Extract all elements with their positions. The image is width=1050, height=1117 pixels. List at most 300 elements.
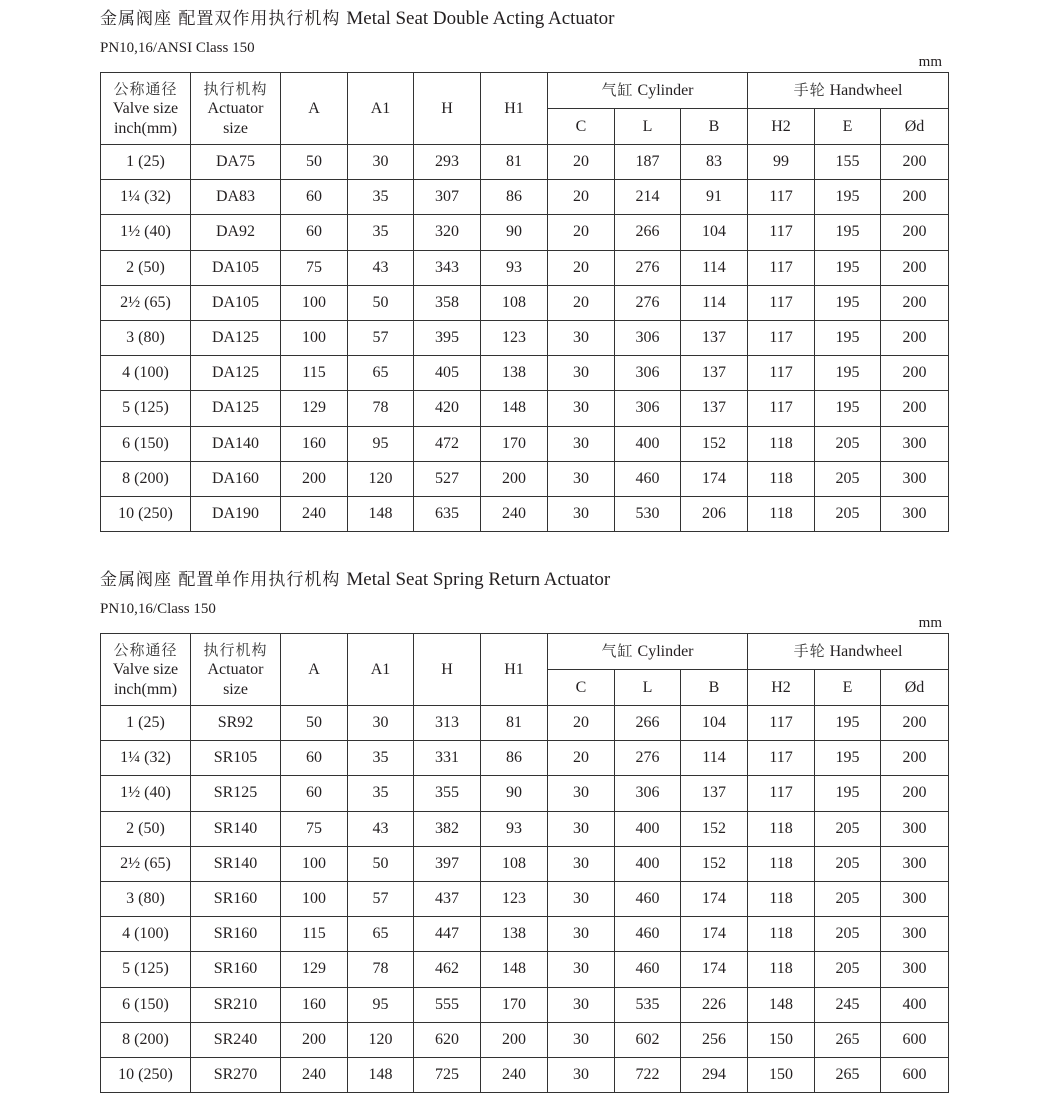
cell-a: 129 [281, 952, 348, 987]
cell-a1: 95 [348, 987, 414, 1022]
header-h2: H2 [748, 109, 815, 145]
cell-l: 460 [615, 881, 681, 916]
cell-h1: 148 [481, 391, 548, 426]
cell-valve-size: 1¼ (32) [101, 741, 191, 776]
header-valve-size-en: Valve size [112, 660, 179, 678]
cell-od: 300 [881, 881, 949, 916]
table-row [101, 741, 949, 776]
cell-valve-size: 6 (150) [101, 426, 191, 461]
header-actuator-en2: size [223, 680, 248, 698]
cell-h2: 117 [748, 706, 815, 741]
header-cylinder-cn: 气缸 [601, 642, 634, 660]
table-body [101, 706, 949, 1093]
cell-c: 20 [548, 285, 615, 320]
header-h1: H1 [481, 73, 548, 145]
cell-b: 206 [681, 496, 748, 531]
cell-valve-size: 3 (80) [101, 881, 191, 916]
cell-b: 174 [681, 952, 748, 987]
cell-a1: 78 [348, 391, 414, 426]
header-od: Ød [881, 670, 949, 706]
header-l: L [615, 670, 681, 706]
cell-valve-size: 4 (100) [101, 917, 191, 952]
cell-valve-size: 10 (250) [101, 1057, 191, 1092]
cell-valve-size: 5 (125) [101, 391, 191, 426]
cell-h1: 90 [481, 215, 548, 250]
cell-actuator-size: SR140 [191, 846, 281, 881]
cell-a: 75 [281, 250, 348, 285]
header-a: A [281, 73, 348, 145]
cell-a: 115 [281, 356, 348, 391]
cell-valve-size: 2 (50) [101, 811, 191, 846]
cell-od: 200 [881, 215, 949, 250]
cell-b: 152 [681, 426, 748, 461]
cell-h2: 118 [748, 811, 815, 846]
cell-b: 137 [681, 320, 748, 355]
cell-valve-size: 2½ (65) [101, 285, 191, 320]
cell-od: 200 [881, 145, 949, 180]
cell-a: 100 [281, 285, 348, 320]
header-a: A [281, 634, 348, 706]
table-row [101, 250, 949, 285]
cell-a: 60 [281, 776, 348, 811]
cell-c: 30 [548, 952, 615, 987]
cell-c: 20 [548, 215, 615, 250]
cell-od: 300 [881, 461, 949, 496]
cell-h: 405 [414, 356, 481, 391]
cell-valve-size: 8 (200) [101, 1022, 191, 1057]
cell-h2: 117 [748, 776, 815, 811]
cell-b: 226 [681, 987, 748, 1022]
cell-h1: 86 [481, 180, 548, 215]
section-title-cn: 金属阀座 配置双作用执行机构 [100, 9, 341, 29]
table-row [101, 145, 949, 180]
cell-h: 420 [414, 391, 481, 426]
cell-actuator-size: DA125 [191, 320, 281, 355]
cell-a: 100 [281, 320, 348, 355]
section-title [100, 6, 948, 34]
cell-e: 195 [815, 706, 881, 741]
cell-actuator-size: DA125 [191, 356, 281, 391]
table-row [101, 391, 949, 426]
cell-e: 195 [815, 776, 881, 811]
header-valve-size-unit: inch(mm) [113, 680, 178, 698]
cell-h1: 123 [481, 320, 548, 355]
header-actuator-size [191, 634, 281, 706]
cell-e: 245 [815, 987, 881, 1022]
table-body [101, 145, 949, 532]
cell-c: 30 [548, 846, 615, 881]
cell-l: 460 [615, 461, 681, 496]
cell-l: 460 [615, 952, 681, 987]
cell-od: 200 [881, 391, 949, 426]
section-title-cn: 金属阀座 配置单作用执行机构 [100, 570, 341, 590]
cell-l: 306 [615, 356, 681, 391]
cell-h2: 117 [748, 391, 815, 426]
cell-od: 400 [881, 987, 949, 1022]
cell-od: 200 [881, 741, 949, 776]
cell-h: 293 [414, 145, 481, 180]
unit-label: mm [918, 615, 942, 631]
cell-a: 60 [281, 215, 348, 250]
cell-h1: 86 [481, 741, 548, 776]
dimension-table [100, 633, 949, 1093]
header-b: B [681, 109, 748, 145]
cell-od: 300 [881, 917, 949, 952]
header-od: Ød [881, 109, 949, 145]
cell-h: 331 [414, 741, 481, 776]
cell-a: 60 [281, 180, 348, 215]
cell-h2: 118 [748, 496, 815, 531]
cell-a: 160 [281, 426, 348, 461]
table-row [101, 987, 949, 1022]
header-valve-size-cn: 公称通径 [113, 79, 178, 98]
cell-l: 535 [615, 987, 681, 1022]
cell-valve-size: 6 (150) [101, 987, 191, 1022]
cell-h: 313 [414, 706, 481, 741]
header-a1: A1 [348, 73, 414, 145]
cell-h2: 118 [748, 917, 815, 952]
cell-h1: 170 [481, 426, 548, 461]
table-row [101, 1057, 949, 1092]
cell-b: 174 [681, 881, 748, 916]
cell-h1: 170 [481, 987, 548, 1022]
cell-b: 152 [681, 846, 748, 881]
cell-h: 462 [414, 952, 481, 987]
cell-h1: 81 [481, 145, 548, 180]
cell-h: 555 [414, 987, 481, 1022]
cell-od: 300 [881, 811, 949, 846]
cell-actuator-size: SR105 [191, 741, 281, 776]
header-h: H [414, 73, 481, 145]
cell-e: 205 [815, 881, 881, 916]
cell-l: 276 [615, 250, 681, 285]
cell-b: 104 [681, 215, 748, 250]
cell-h2: 118 [748, 426, 815, 461]
cell-e: 195 [815, 320, 881, 355]
table-row [101, 917, 949, 952]
cell-valve-size: 1¼ (32) [101, 180, 191, 215]
cell-h1: 108 [481, 285, 548, 320]
header-l: L [615, 109, 681, 145]
cell-b: 114 [681, 285, 748, 320]
cell-e: 195 [815, 741, 881, 776]
cell-valve-size: 8 (200) [101, 461, 191, 496]
cell-h: 472 [414, 426, 481, 461]
section-title-en: Metal Seat Double Acting Actuator [346, 8, 615, 29]
cell-h: 527 [414, 461, 481, 496]
cell-c: 30 [548, 1022, 615, 1057]
header-cylinder-cn: 气缸 [601, 81, 634, 99]
cell-actuator-size: DA92 [191, 215, 281, 250]
cell-l: 602 [615, 1022, 681, 1057]
header-e: E [815, 109, 881, 145]
cell-h1: 108 [481, 846, 548, 881]
cell-h: 397 [414, 846, 481, 881]
section-title [100, 567, 948, 595]
cell-h2: 118 [748, 881, 815, 916]
cell-c: 30 [548, 881, 615, 916]
cell-a: 50 [281, 706, 348, 741]
header-handwheel-group [748, 634, 949, 670]
cell-actuator-size: SR270 [191, 1057, 281, 1092]
cell-l: 276 [615, 285, 681, 320]
cell-od: 300 [881, 846, 949, 881]
cell-h: 343 [414, 250, 481, 285]
cell-actuator-size: SR160 [191, 881, 281, 916]
cell-e: 195 [815, 285, 881, 320]
cell-b: 174 [681, 461, 748, 496]
pressure-standard: PN10,16/ANSI Class 150 [100, 40, 255, 56]
header-actuator-cn: 执行机构 [203, 79, 268, 98]
cell-c: 30 [548, 426, 615, 461]
cell-actuator-size: SR160 [191, 917, 281, 952]
cell-l: 276 [615, 741, 681, 776]
cell-actuator-size: DA83 [191, 180, 281, 215]
cell-a1: 78 [348, 952, 414, 987]
header-h: H [414, 634, 481, 706]
cell-e: 205 [815, 846, 881, 881]
cell-h: 382 [414, 811, 481, 846]
cell-l: 722 [615, 1057, 681, 1092]
cell-b: 152 [681, 811, 748, 846]
cell-h1: 93 [481, 250, 548, 285]
dimension-table [100, 72, 949, 532]
cell-a1: 30 [348, 145, 414, 180]
cell-h1: 93 [481, 811, 548, 846]
cell-e: 195 [815, 180, 881, 215]
cell-e: 205 [815, 811, 881, 846]
cell-a1: 148 [348, 496, 414, 531]
table-row [101, 426, 949, 461]
header-handwheel-en: Handwheel [829, 643, 903, 660]
cell-a1: 35 [348, 215, 414, 250]
cell-h1: 123 [481, 881, 548, 916]
cell-e: 155 [815, 145, 881, 180]
section-spring-return [100, 567, 948, 1093]
cell-actuator-size: DA105 [191, 285, 281, 320]
cell-h2: 118 [748, 461, 815, 496]
cell-h1: 90 [481, 776, 548, 811]
cell-c: 30 [548, 987, 615, 1022]
cell-b: 104 [681, 706, 748, 741]
cell-od: 300 [881, 952, 949, 987]
cell-e: 265 [815, 1057, 881, 1092]
cell-l: 306 [615, 776, 681, 811]
cell-l: 530 [615, 496, 681, 531]
header-actuator-cn: 执行机构 [203, 640, 268, 659]
cell-h2: 150 [748, 1022, 815, 1057]
header-handwheel-group [748, 73, 949, 109]
cell-l: 460 [615, 917, 681, 952]
header-handwheel-cn: 手轮 [793, 81, 826, 99]
table-row [101, 706, 949, 741]
cell-b: 137 [681, 356, 748, 391]
cell-actuator-size: SR240 [191, 1022, 281, 1057]
header-valve-size-en: Valve size [112, 99, 179, 117]
cell-h2: 117 [748, 356, 815, 391]
cell-c: 20 [548, 706, 615, 741]
cell-e: 195 [815, 250, 881, 285]
section-double-acting [100, 6, 948, 532]
cell-c: 20 [548, 250, 615, 285]
cell-actuator-size: SR210 [191, 987, 281, 1022]
cell-b: 114 [681, 741, 748, 776]
cell-b: 114 [681, 250, 748, 285]
unit-label: mm [918, 54, 942, 70]
table-row [101, 180, 949, 215]
cell-actuator-size: DA75 [191, 145, 281, 180]
cell-c: 30 [548, 776, 615, 811]
cell-h1: 138 [481, 917, 548, 952]
cell-a: 100 [281, 881, 348, 916]
header-cylinder-en: Cylinder [637, 82, 694, 99]
header-valve-size-unit: inch(mm) [113, 119, 178, 137]
cell-actuator-size: DA160 [191, 461, 281, 496]
cell-h: 307 [414, 180, 481, 215]
cell-h: 725 [414, 1057, 481, 1092]
table-row [101, 881, 949, 916]
header-c: C [548, 109, 615, 145]
cell-h: 320 [414, 215, 481, 250]
cell-a: 75 [281, 811, 348, 846]
cell-c: 20 [548, 145, 615, 180]
cell-b: 137 [681, 391, 748, 426]
cell-a1: 35 [348, 776, 414, 811]
cell-actuator-size: DA105 [191, 250, 281, 285]
cell-valve-size: 2½ (65) [101, 846, 191, 881]
cell-od: 200 [881, 356, 949, 391]
cell-h: 620 [414, 1022, 481, 1057]
cell-valve-size: 1 (25) [101, 706, 191, 741]
cell-h1: 138 [481, 356, 548, 391]
cell-b: 137 [681, 776, 748, 811]
cell-l: 214 [615, 180, 681, 215]
cell-l: 266 [615, 215, 681, 250]
cell-a: 240 [281, 1057, 348, 1092]
cell-e: 205 [815, 496, 881, 531]
header-valve-size [101, 634, 191, 706]
cell-h: 358 [414, 285, 481, 320]
cell-valve-size: 3 (80) [101, 320, 191, 355]
cell-h: 395 [414, 320, 481, 355]
cell-a: 160 [281, 987, 348, 1022]
cell-e: 205 [815, 952, 881, 987]
cell-od: 300 [881, 496, 949, 531]
header-actuator-en: Actuator [207, 660, 264, 678]
cell-a1: 35 [348, 180, 414, 215]
header-h2: H2 [748, 670, 815, 706]
cell-h2: 148 [748, 987, 815, 1022]
cell-a1: 43 [348, 811, 414, 846]
cell-od: 200 [881, 320, 949, 355]
table-row [101, 285, 949, 320]
pressure-standard: PN10,16/Class 150 [100, 601, 216, 617]
cell-e: 205 [815, 426, 881, 461]
cell-a: 50 [281, 145, 348, 180]
cell-b: 174 [681, 917, 748, 952]
cell-h1: 81 [481, 706, 548, 741]
header-actuator-size [191, 73, 281, 145]
header-actuator-en: Actuator [207, 99, 264, 117]
cell-od: 200 [881, 706, 949, 741]
cell-h: 437 [414, 881, 481, 916]
cell-actuator-size: SR160 [191, 952, 281, 987]
cell-b: 294 [681, 1057, 748, 1092]
cell-c: 30 [548, 811, 615, 846]
table-row [101, 215, 949, 250]
cell-a: 200 [281, 461, 348, 496]
cell-h: 355 [414, 776, 481, 811]
header-cylinder-group [548, 73, 748, 109]
cell-h1: 240 [481, 496, 548, 531]
cell-h2: 117 [748, 320, 815, 355]
cell-l: 266 [615, 706, 681, 741]
cell-a1: 65 [348, 917, 414, 952]
cell-actuator-size: DA140 [191, 426, 281, 461]
cell-b: 256 [681, 1022, 748, 1057]
cell-b: 83 [681, 145, 748, 180]
header-a1: A1 [348, 634, 414, 706]
cell-valve-size: 1½ (40) [101, 215, 191, 250]
cell-a: 129 [281, 391, 348, 426]
cell-c: 20 [548, 180, 615, 215]
cell-od: 200 [881, 250, 949, 285]
cell-valve-size: 10 (250) [101, 496, 191, 531]
cell-c: 20 [548, 741, 615, 776]
cell-c: 30 [548, 356, 615, 391]
cell-h1: 200 [481, 1022, 548, 1057]
cell-h2: 117 [748, 741, 815, 776]
cell-h2: 150 [748, 1057, 815, 1092]
table-row [101, 320, 949, 355]
cell-od: 300 [881, 426, 949, 461]
cell-a1: 148 [348, 1057, 414, 1092]
cell-a1: 65 [348, 356, 414, 391]
cell-h2: 118 [748, 952, 815, 987]
cell-h: 447 [414, 917, 481, 952]
cell-a1: 50 [348, 285, 414, 320]
cell-h2: 117 [748, 215, 815, 250]
cell-actuator-size: DA190 [191, 496, 281, 531]
cell-od: 600 [881, 1022, 949, 1057]
cell-a1: 43 [348, 250, 414, 285]
cell-a1: 57 [348, 881, 414, 916]
cell-b: 91 [681, 180, 748, 215]
cell-e: 195 [815, 215, 881, 250]
header-cylinder-en: Cylinder [637, 643, 694, 660]
cell-actuator-size: SR92 [191, 706, 281, 741]
table-row [101, 811, 949, 846]
cell-h2: 118 [748, 846, 815, 881]
cell-od: 200 [881, 776, 949, 811]
cell-e: 195 [815, 356, 881, 391]
cell-a1: 50 [348, 846, 414, 881]
cell-h1: 148 [481, 952, 548, 987]
cell-a: 100 [281, 846, 348, 881]
cell-l: 306 [615, 320, 681, 355]
cell-od: 200 [881, 180, 949, 215]
cell-e: 205 [815, 917, 881, 952]
header-b: B [681, 670, 748, 706]
table-row [101, 776, 949, 811]
cell-c: 30 [548, 917, 615, 952]
header-c: C [548, 670, 615, 706]
header-handwheel-cn: 手轮 [793, 642, 826, 660]
header-h1: H1 [481, 634, 548, 706]
cell-a1: 120 [348, 1022, 414, 1057]
header-valve-size-cn: 公称通径 [113, 640, 178, 659]
table-row [101, 846, 949, 881]
